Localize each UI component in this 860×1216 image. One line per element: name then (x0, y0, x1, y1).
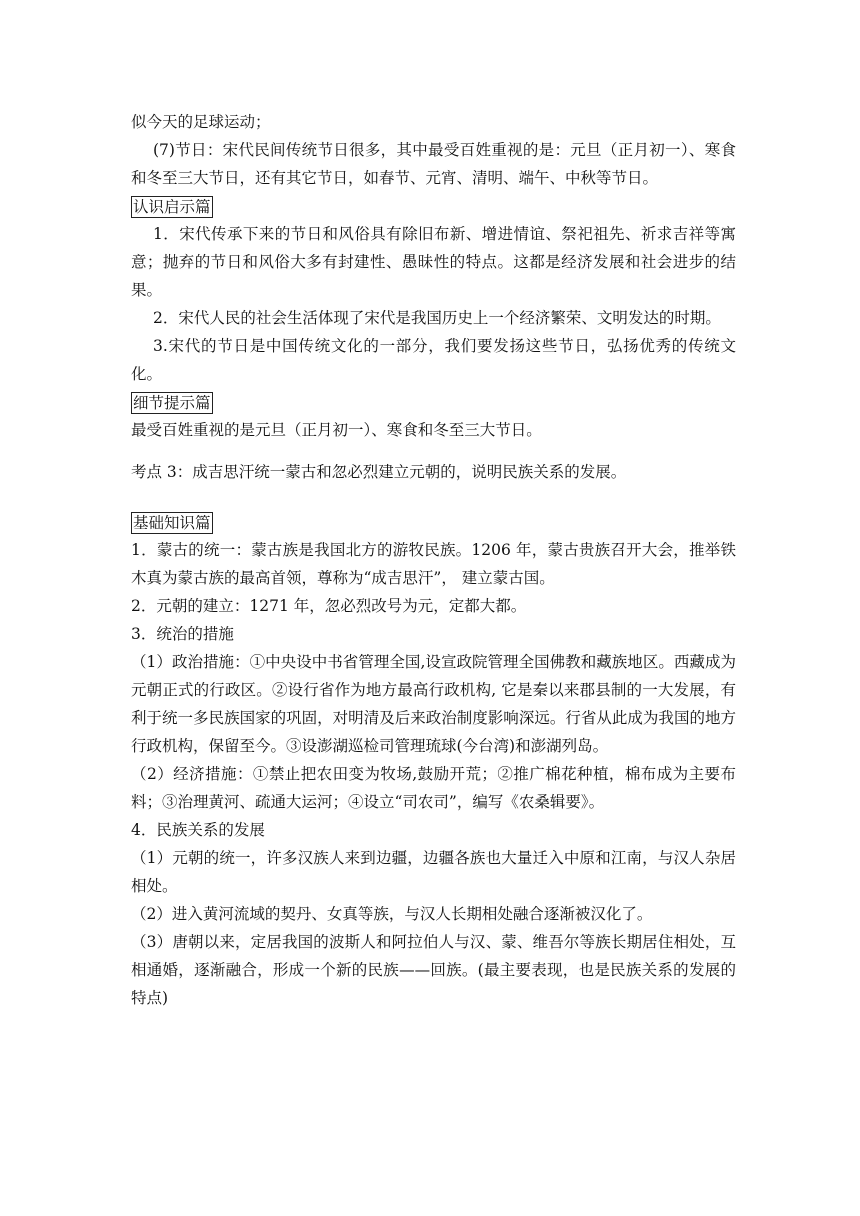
heading-jichu-wrap (131, 508, 736, 536)
paragraph-jichu-3: 3．统治的措施 (131, 625, 234, 643)
paragraph-kaodian (131, 458, 736, 486)
section-heading-jichu: 基础知识篇 (133, 514, 211, 532)
heading-xijie-wrap (131, 388, 736, 416)
spacer (131, 486, 736, 508)
kaodian-text: ：成吉思汗统一蒙古和忽必烈建立元朝的，说明民族关系的发展。 (176, 463, 627, 481)
paragraph-renshi-3: 3.宋代的节日是中国传统文化的一部分，我们要发扬这些节日，弘扬优秀的传统文化。 (131, 337, 736, 383)
paragraph-xijie: 最受百姓重视的是元旦（正月初一）、寒食和冬至三大节日。 (131, 421, 542, 439)
paragraph-festival: (7)节日：宋代民间传统节日很多，其中最受百姓重视的是：元旦（正月初一）、寒食和冬至三大节日，还有其它节日，如春节、元宵、清明、端午、中秋等节日。 (131, 141, 736, 187)
paragraph-jichu-1: 1．蒙古的统一：蒙古族是我国北方的游牧民族。1206 年，蒙古贵族召开大会，推举铁木真为蒙古族的最高首领，尊称为“成吉思汗”， 建立蒙古国。 (131, 541, 736, 587)
paragraph-renshi-2: 2．宋代人民的社会生活体现了宋代是我国历史上一个经济繁荣、文明发达的时期。 (153, 309, 721, 327)
paragraph-jichu-4-1: （1）元朝的统一，许多汉族人来到边疆，边疆各族也大量迁入中原和江南，与汉人杂居相处。 (131, 849, 736, 895)
paragraph-jichu-4-3: （3）唐朝以来，定居我国的波斯人和阿拉伯人与汉、蒙、维吾尔等族长期居住相处，互相通婚，逐渐融合，形成一个新的民族——回族。(最主要表现，也是民族关系的发展的特点) (131, 933, 736, 1007)
paragraph-jichu-4: 4．民族关系的发展 (131, 821, 265, 839)
paragraph-jichu-4-2: （2）进入黄河流域的契丹、女真等族，与汉人长期相处融合逐渐被汉化了。 (131, 905, 653, 923)
paragraph-jichu-3-2: （2）经济措施：①禁止把农田变为牧场,鼓励开荒；②推广棉花种植，棉布成为主要布料；③治理黄河、疏通大运河；④设立“司农司”，编写《农桑辑要》。 (131, 765, 736, 811)
document-page (131, 108, 736, 1012)
kaodian-label: 考点 3 (131, 463, 177, 481)
paragraph-football: 似今天的足球运动； (131, 113, 271, 131)
heading-renshi-wrap (131, 192, 736, 220)
section-heading-renshi: 认识启示篇 (133, 198, 211, 216)
spacer (131, 444, 736, 458)
section-heading-xijie: 细节提示篇 (133, 394, 211, 412)
paragraph-jichu-2: 2．元朝的建立：1271 年，忽必烈改号为元，定都大都。 (131, 597, 527, 615)
paragraph-renshi-1: 1．宋代传承下来的节日和风俗具有除旧布新、增进情谊、祭祀祖先、祈求吉祥等寓意；抛弃的节日和风俗大多有封建性、愚昧性的特点。这都是经济发展和社会进步的结果。 (131, 225, 736, 299)
paragraph-jichu-3-1: （1）政治措施：①中央设中书省管理全国,设宣政院管理全国佛教和藏族地区。西藏成为元朝正式的行政区。②设行省作为地方最高行政机构, 它是秦以来郡县制的一大发展，有利于统一多民族国家的巩固，对明清及后来政治制度影响深远。行省从此成为我国的地方行政机构，保留至今。③设澎湖巡检司管理琉球(今台湾)和澎湖列岛。 (131, 653, 736, 755)
